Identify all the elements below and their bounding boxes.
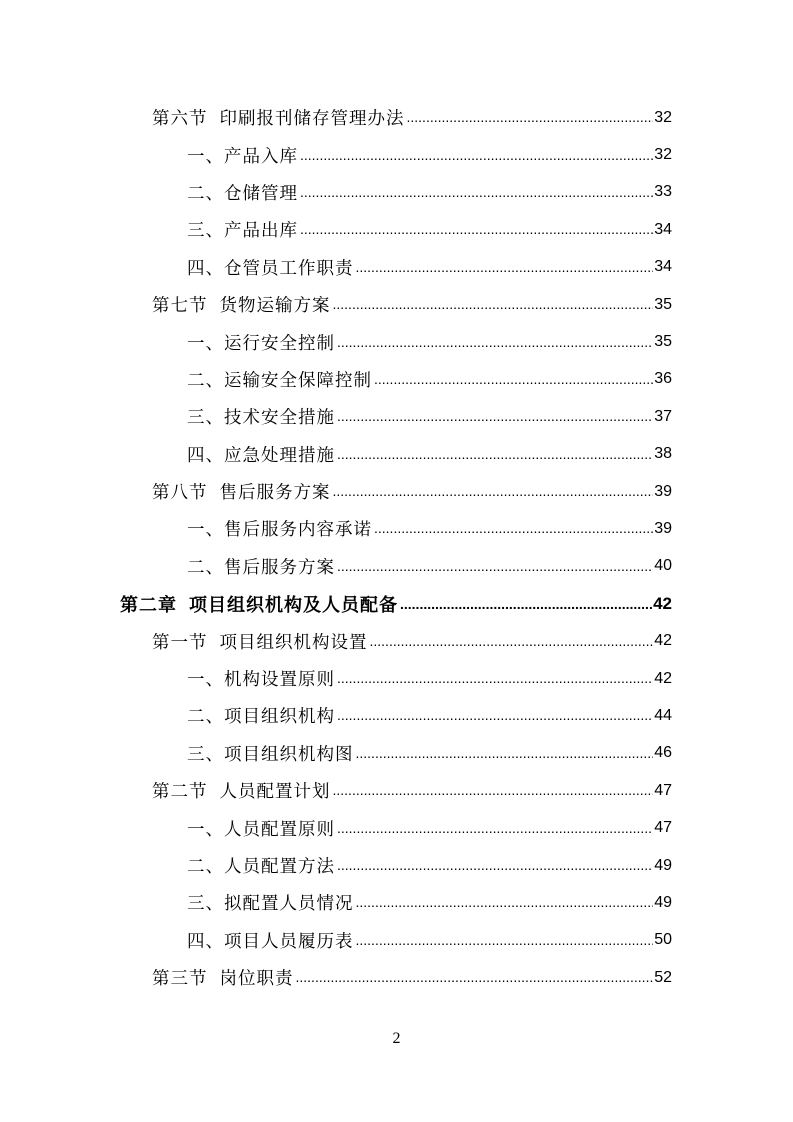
toc-entry-label: 四、 xyxy=(187,931,224,952)
toc-entry-label: 一、 xyxy=(187,333,224,354)
toc-page-number: 49 xyxy=(654,856,672,874)
dot-leader xyxy=(356,743,654,764)
toc-entry-title xyxy=(152,965,296,990)
toc-entry-title xyxy=(152,629,370,654)
toc-entry-label: 第六节 xyxy=(152,109,208,130)
toc-subsection-entry[interactable] xyxy=(187,174,672,211)
toc-entry-title xyxy=(187,816,337,841)
dot-leader xyxy=(337,818,653,839)
toc-entry-title xyxy=(187,255,356,280)
toc-entry-text: 运输安全保障控制 xyxy=(224,370,372,391)
dot-leader xyxy=(300,145,653,166)
toc-page-number: 32 xyxy=(654,108,672,126)
toc-entry-text: 项目人员履历表 xyxy=(224,931,354,952)
toc-entry-text: 机构设置原则 xyxy=(224,670,335,691)
dot-leader xyxy=(337,668,653,689)
toc-page-number: 32 xyxy=(654,146,672,164)
toc-section-entry[interactable] xyxy=(152,473,672,510)
toc-entry-title xyxy=(187,666,337,691)
toc-entry-title xyxy=(187,516,374,541)
toc-page-number: 35 xyxy=(654,295,672,313)
toc-entry-title xyxy=(187,554,337,579)
dot-leader xyxy=(400,593,652,615)
toc-entry-text: 印刷报刊储存管理办法 xyxy=(219,109,405,130)
toc-subsection-entry[interactable] xyxy=(187,436,672,473)
toc-section-entry[interactable] xyxy=(152,99,672,136)
toc-entry-label: 第七节 xyxy=(152,296,208,317)
toc-entry-label: 第二节 xyxy=(152,782,208,803)
toc-entry-text: 售后服务方案 xyxy=(219,483,331,504)
toc-page-number: 46 xyxy=(654,744,672,762)
toc-entry-label: 第二章 xyxy=(120,594,177,616)
toc-entry-label: 二、 xyxy=(187,707,224,728)
toc-entry-label: 二、 xyxy=(187,370,224,391)
toc-page-number: 37 xyxy=(654,407,672,425)
toc-entry-title xyxy=(187,367,374,392)
toc-page-number: 39 xyxy=(654,482,672,500)
toc-entry-title xyxy=(187,890,356,915)
toc-page-number: 34 xyxy=(654,220,672,238)
toc-subsection-entry[interactable] xyxy=(187,361,672,398)
toc-entry-label: 三、 xyxy=(187,894,224,915)
toc-section-entry[interactable] xyxy=(152,622,672,659)
toc-entry-label: 三、 xyxy=(187,744,224,765)
toc-section-entry[interactable] xyxy=(152,286,672,323)
dot-leader xyxy=(300,219,653,240)
dot-leader xyxy=(300,182,653,203)
toc-entry-title xyxy=(120,591,400,617)
toc-subsection-entry[interactable] xyxy=(187,510,672,547)
toc-entry-label: 第一节 xyxy=(152,632,208,653)
toc-entry-label: 一、 xyxy=(187,520,224,541)
toc-entry-text: 项目组织机构及人员配备 xyxy=(189,594,398,616)
dot-leader xyxy=(374,369,653,390)
toc-entry-title xyxy=(187,404,337,429)
toc-entry-text: 货物运输方案 xyxy=(219,296,331,317)
dot-leader xyxy=(356,257,654,278)
toc-entry-text: 项目组织机构设置 xyxy=(219,632,368,653)
toc-entry-title xyxy=(187,703,337,728)
toc-subsection-entry[interactable] xyxy=(187,847,672,884)
toc-entry-text: 仓储管理 xyxy=(224,183,298,204)
toc-subsection-entry[interactable] xyxy=(187,323,672,360)
toc-entry-title xyxy=(187,442,337,467)
toc-page-number: 49 xyxy=(654,893,672,911)
toc-page-number: 42 xyxy=(653,593,672,613)
toc-page-number: 36 xyxy=(654,370,672,388)
toc-page-number: 35 xyxy=(654,333,672,351)
toc-subsection-entry[interactable] xyxy=(187,922,672,959)
table-of-contents xyxy=(0,99,793,996)
dot-leader xyxy=(337,406,653,427)
toc-section-entry[interactable] xyxy=(152,959,672,996)
toc-page-number: 42 xyxy=(654,669,672,687)
toc-page-number: 42 xyxy=(654,632,672,650)
toc-page-number: 39 xyxy=(654,519,672,537)
dot-leader xyxy=(407,107,654,128)
toc-entry-text: 人员配置计划 xyxy=(219,782,331,803)
dot-leader xyxy=(337,556,653,577)
toc-entry-label: 二、 xyxy=(187,857,224,877)
toc-entry-label: 第八节 xyxy=(152,483,208,504)
toc-entry-label: 三、 xyxy=(187,221,224,242)
toc-entry-label: 三、 xyxy=(187,408,224,429)
toc-entry-label: 一、 xyxy=(187,146,224,167)
toc-subsection-entry[interactable] xyxy=(187,884,672,921)
toc-entry-label: 一、 xyxy=(187,670,224,691)
toc-entry-text: 产品出库 xyxy=(224,221,298,242)
dot-leader xyxy=(296,967,654,988)
toc-entry-label: 二、 xyxy=(187,557,224,578)
toc-entry-title xyxy=(152,778,333,803)
dot-leader xyxy=(356,930,654,951)
toc-subsection-entry[interactable] xyxy=(187,660,672,697)
toc-entry-text: 项目组织机构 xyxy=(224,707,335,728)
toc-entry-label: 一、 xyxy=(187,819,224,840)
toc-page-number: 52 xyxy=(654,968,672,986)
toc-page-number: 34 xyxy=(654,258,672,276)
toc-entry-text: 拟配置人员情况 xyxy=(224,894,354,915)
toc-entry-text: 产品入库 xyxy=(224,146,298,167)
toc-section-entry[interactable] xyxy=(152,772,672,809)
toc-page-number: 47 xyxy=(654,781,672,799)
dot-leader xyxy=(374,518,653,539)
toc-entry-title xyxy=(187,853,337,878)
toc-entry-text: 运行安全控制 xyxy=(224,333,335,354)
toc-entry-text: 人员配置方法 xyxy=(224,857,335,877)
dot-leader xyxy=(370,631,654,652)
toc-entry-title xyxy=(187,143,300,168)
toc-entry-title xyxy=(187,217,300,242)
toc-subsection-entry[interactable] xyxy=(187,809,672,846)
dot-leader xyxy=(337,332,653,353)
toc-page-number: 44 xyxy=(654,706,672,724)
page-number: 2 xyxy=(392,1030,401,1047)
toc-entry-text: 人员配置原则 xyxy=(224,819,335,840)
toc-entry-title xyxy=(152,105,407,130)
toc-page-number: 38 xyxy=(654,445,672,463)
toc-entry-text: 岗位职责 xyxy=(219,969,294,990)
toc-entry-title xyxy=(187,330,337,355)
toc-page-number: 33 xyxy=(654,183,672,201)
toc-chapter-entry[interactable] xyxy=(120,585,672,622)
toc-entry-text: 仓管员工作职责 xyxy=(224,258,354,279)
toc-entry-text: 项目组织机构图 xyxy=(224,744,354,765)
dot-leader xyxy=(333,481,654,502)
toc-entry-title xyxy=(187,928,356,953)
toc-entry-title xyxy=(152,292,333,317)
toc-subsection-entry[interactable] xyxy=(187,548,672,585)
toc-subsection-entry[interactable] xyxy=(187,697,672,734)
dot-leader xyxy=(337,855,653,876)
toc-entry-text: 应急处理措施 xyxy=(224,445,335,466)
toc-page-number: 47 xyxy=(654,819,672,837)
toc-entry-text: 售后服务内容承诺 xyxy=(224,520,372,541)
toc-subsection-entry[interactable] xyxy=(187,735,672,772)
dot-leader xyxy=(356,892,654,913)
toc-subsection-entry[interactable] xyxy=(187,136,672,173)
toc-subsection-entry[interactable] xyxy=(187,249,672,286)
dot-leader xyxy=(337,444,653,465)
toc-entry-label: 四、 xyxy=(187,445,224,466)
toc-entry-title xyxy=(187,741,356,766)
toc-entry-label: 第三节 xyxy=(152,969,208,990)
dot-leader xyxy=(333,780,654,801)
toc-entry-text: 售后服务方案 xyxy=(224,557,335,578)
toc-entry-title xyxy=(152,479,333,504)
toc-subsection-entry[interactable] xyxy=(187,211,672,248)
toc-entry-text: 技术安全措施 xyxy=(224,408,335,429)
toc-page-number: 40 xyxy=(654,557,672,575)
toc-subsection-entry[interactable] xyxy=(187,398,672,435)
toc-entry-label: 二、 xyxy=(187,183,224,204)
toc-entry-title xyxy=(187,180,300,205)
dot-leader xyxy=(333,294,654,315)
toc-entry-label: 四、 xyxy=(187,258,224,279)
toc-page-number: 50 xyxy=(654,931,672,949)
dot-leader xyxy=(337,705,653,726)
